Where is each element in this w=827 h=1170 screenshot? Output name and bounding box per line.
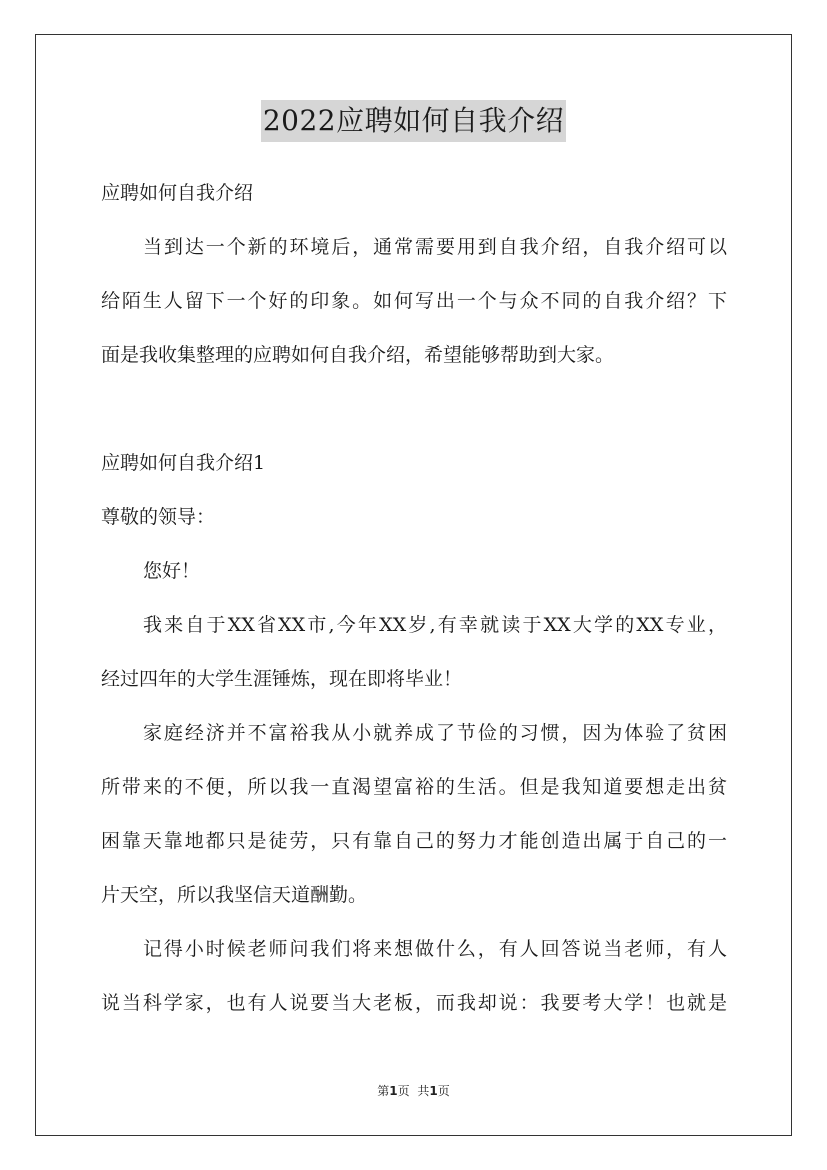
total-suffix: 页 [437, 1084, 450, 1098]
text-line: 面是我收集整理的应聘如何自我介绍，希望能够帮助到大家。 [101, 344, 615, 366]
page-number: 1 [389, 1084, 398, 1098]
document-title: 2022应聘如何自我介绍 [261, 100, 566, 142]
text-line: 您好！ [143, 560, 201, 582]
text-line: 给陌生人留下一个好的印象。如何写出一个与众不同的自我介绍？下 [101, 290, 727, 312]
page-footer [0, 1082, 827, 1099]
text-line: 应聘如何自我介绍 [101, 182, 254, 204]
text-line: 家庭经济并不富裕我从小就养成了节俭的习惯，因为体验了贫困 [143, 722, 727, 744]
text-line: 说当科学家，也有人说要当大老板，而我却说：我要考大学！也就是 [101, 992, 727, 1014]
text-line: 尊敬的领导： [101, 506, 216, 528]
document-body [101, 172, 727, 1036]
paragraph-gap [101, 388, 727, 442]
text-line: 记得小时候老师问我们将来想做什么，有人回答说当老师，有人 [143, 938, 727, 960]
text-line: 当到达一个新的环境后，通常需要用到自我介绍，自我介绍可以 [143, 236, 727, 258]
title-wrap [0, 100, 827, 142]
text-line: 片天空，所以我坚信天道酬勤。 [101, 884, 368, 906]
text-line: 我来自于XX省XX市,今年XX岁,有幸就读于XX大学的XX专业， [143, 614, 727, 636]
text-line: 所带来的不便，所以我一直渴望富裕的生活。但是我知道要想走出贫 [101, 776, 727, 798]
total-prefix: 共 [417, 1084, 430, 1098]
page-prefix: 第 [377, 1084, 390, 1098]
page-suffix: 页 [397, 1084, 410, 1098]
text-line: 困靠天靠地都只是徒劳，只有靠自己的努力才能创造出属于自己的一 [101, 830, 727, 852]
text-line: 应聘如何自我介绍1 [101, 452, 266, 474]
text-line: 经过四年的大学生涯锤炼，现在即将毕业！ [101, 668, 463, 690]
total-pages: 1 [429, 1084, 438, 1098]
